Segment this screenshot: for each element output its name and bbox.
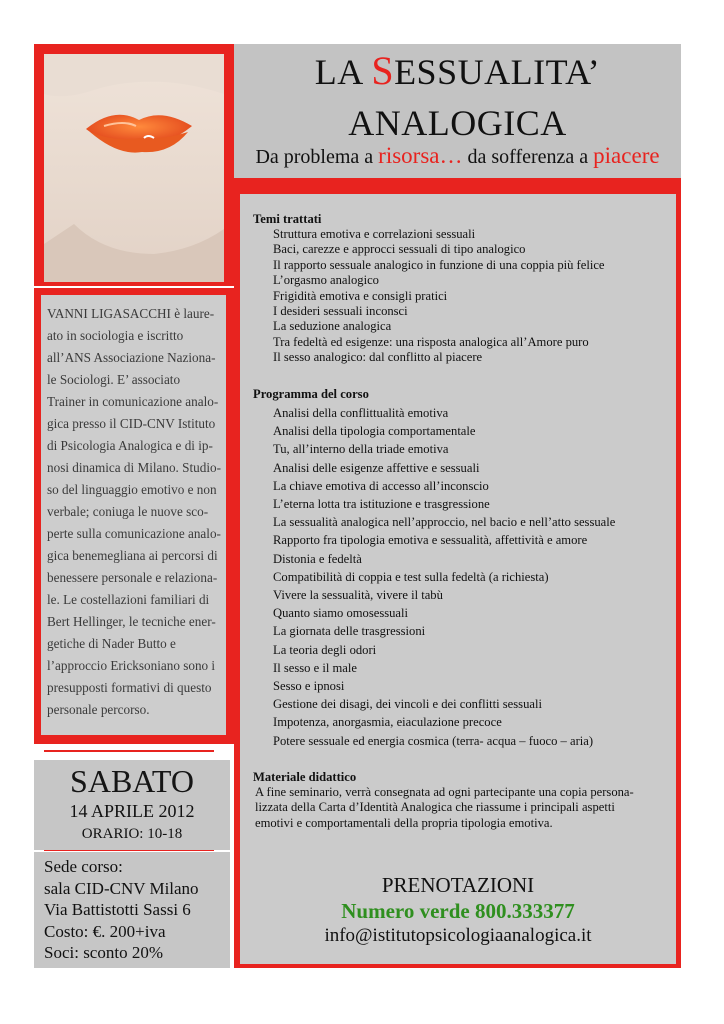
materiale-text — [253, 785, 655, 831]
bio-line: l’approccio Ericksoniano sono i — [47, 658, 216, 673]
list-item: Potere sessuale ed energia cosmica (terra- acqua – fuoco – aria) — [273, 733, 594, 748]
bio-line: presupposti formativi di questo — [47, 680, 212, 695]
list-item: Analisi della tipologia comportamentale — [273, 424, 476, 439]
list-item: Vivere la sessualità, vivere il tabù — [273, 588, 443, 603]
bio-line: di Psicologia Analogica e di ip- — [47, 438, 213, 453]
bio-line: gica presso il CID-CNV Istituto — [47, 416, 216, 431]
list-item: Tu, all’interno della triade emotiva — [273, 442, 449, 457]
venue-line: Sede corso: — [44, 857, 123, 876]
temi-list — [253, 227, 673, 366]
list-item: I desideri sessuali inconsci — [273, 304, 408, 319]
venue-line: sala CID-CNV Milano — [44, 878, 199, 898]
list-item: Il sesso e il male — [273, 660, 357, 675]
list-item: La chiave emotiva di accesso all’inconscio — [273, 478, 489, 493]
bio-line: benessere personale e relaziona- — [47, 570, 218, 585]
venue-line: Costo: €. 200+iva — [44, 921, 166, 941]
list-item: La giornata delle trasgressioni — [273, 624, 426, 639]
booking-phone[interactable]: Numero verde 800.333377 — [341, 899, 575, 923]
subtitle-part1: Da problema a — [255, 146, 379, 168]
page-title-line1 — [234, 48, 681, 93]
page-title-line2: ANALOGICA — [348, 103, 567, 143]
list-item: Rapporto fra tipologia emotiva e sessualità, affettività e amore — [273, 533, 588, 548]
subtitle-part2: da sofferenza a — [462, 146, 594, 168]
programma-list — [253, 404, 673, 750]
subtitle — [234, 143, 681, 170]
materiale-heading: Materiale didattico — [253, 770, 357, 784]
bio-line: le. Le costellazioni familiari di — [47, 592, 210, 607]
list-item: La teoria degli odori — [273, 642, 377, 657]
bio-line: nosi dinamica di Milano. Studio- — [47, 460, 221, 475]
bio-line: getiche di Nader Butto e — [47, 636, 176, 651]
venue-text — [44, 856, 230, 964]
bio-line: verbale; coniuga le nuove sco- — [47, 504, 209, 519]
bio-line: perte sulla comunicazione analo- — [47, 526, 221, 541]
programma-heading: Programma del corso — [253, 387, 369, 401]
list-item: La seduzione analogica — [273, 319, 392, 334]
list-item: Tra fedeltà ed esigenze: una risposta analogica all’Amore puro — [273, 334, 589, 349]
materiale-line: lizzata della Carta d’Identità Analogica che riassume i principali aspetti — [255, 800, 615, 815]
divider-line — [44, 750, 214, 752]
bio-line: Trainer in comunicazione analo- — [47, 394, 219, 409]
title-big-s: S — [371, 48, 395, 93]
list-item: Quanto siamo omosessuali — [273, 606, 409, 621]
booking-title: PRENOTAZIONI — [381, 873, 535, 897]
bio-text — [47, 303, 223, 721]
venue-line: Via Battistotti Sassi 6 — [44, 900, 191, 919]
list-item: L’orgasmo analogico — [273, 273, 379, 288]
list-item: Impotenza, anorgasmia, eiaculazione precoce — [273, 715, 502, 730]
temi-heading: Temi trattati — [253, 212, 322, 226]
bio-line: so del linguaggio emotivo e non — [47, 482, 217, 497]
list-item: Sesso e ipnosi — [273, 679, 345, 694]
bio-line: ato in sociologia e iscritto — [47, 328, 184, 343]
list-item: L’eterna lotta tra istituzione e trasgressione — [273, 497, 490, 512]
list-item: Struttura emotiva e correlazioni sessuali — [273, 227, 476, 241]
list-item: Compatibilità di coppia e test sulla fedeltà (a richiesta) — [273, 569, 549, 584]
list-item: Frigidità emotiva e consigli pratici — [273, 288, 448, 303]
list-item: Baci, carezze e approcci sessuali di tipo analogico — [273, 242, 526, 257]
booking-email[interactable]: info@istitutopsicologiaanalogica.it — [324, 925, 592, 946]
list-item: Distonia e fedeltà — [273, 551, 362, 566]
title-rest: ESSUALITA’ — [394, 52, 601, 92]
event-time: ORARIO: 10-18 — [81, 826, 183, 842]
lips-illustration — [44, 54, 224, 282]
event-day: SABATO — [70, 763, 194, 799]
bio-line: Bert Hellinger, le tecniche ener- — [47, 614, 216, 629]
list-item: La sessualità analogica nell’approccio, nel bacio e nell’atto sessuale — [273, 515, 616, 530]
list-item: Il sesso analogico: dal conflitto al piacere — [273, 350, 483, 365]
materiale-line: A fine seminario, verrà consegnata ad ogni partecipante una copia persona- — [255, 785, 634, 799]
bio-line: le Sociologi. E’ associato — [47, 372, 181, 387]
materiale-line: emotivi e comportamentali della propria tipologia emotiva. — [255, 815, 553, 830]
title-prefix: LA — [314, 52, 372, 92]
subtitle-red1: risorsa… — [378, 143, 463, 168]
bio-line: personale percorso. — [47, 702, 150, 717]
bio-line: all’ANS Associazione Naziona- — [47, 350, 216, 365]
list-item: Gestione dei disagi, dei vincoli e dei conflitti sessuali — [273, 697, 542, 712]
lips-photo — [44, 54, 224, 282]
event-date: 14 APRILE 2012 — [69, 801, 195, 821]
list-item: Analisi delle esigenze affettive e sessuali — [273, 460, 480, 475]
list-item: Analisi della conflittualità emotiva — [273, 406, 449, 420]
bio-line: VANNI LIGASACCHI è laure- — [47, 306, 215, 321]
subtitle-red2: piacere — [593, 143, 660, 168]
bio-line: gica benemegliana ai percorsi di — [47, 548, 218, 563]
list-item: Il rapporto sessuale analogico in funzione di una coppia più felice — [273, 257, 605, 272]
venue-line: Soci: sconto 20% — [44, 943, 163, 962]
